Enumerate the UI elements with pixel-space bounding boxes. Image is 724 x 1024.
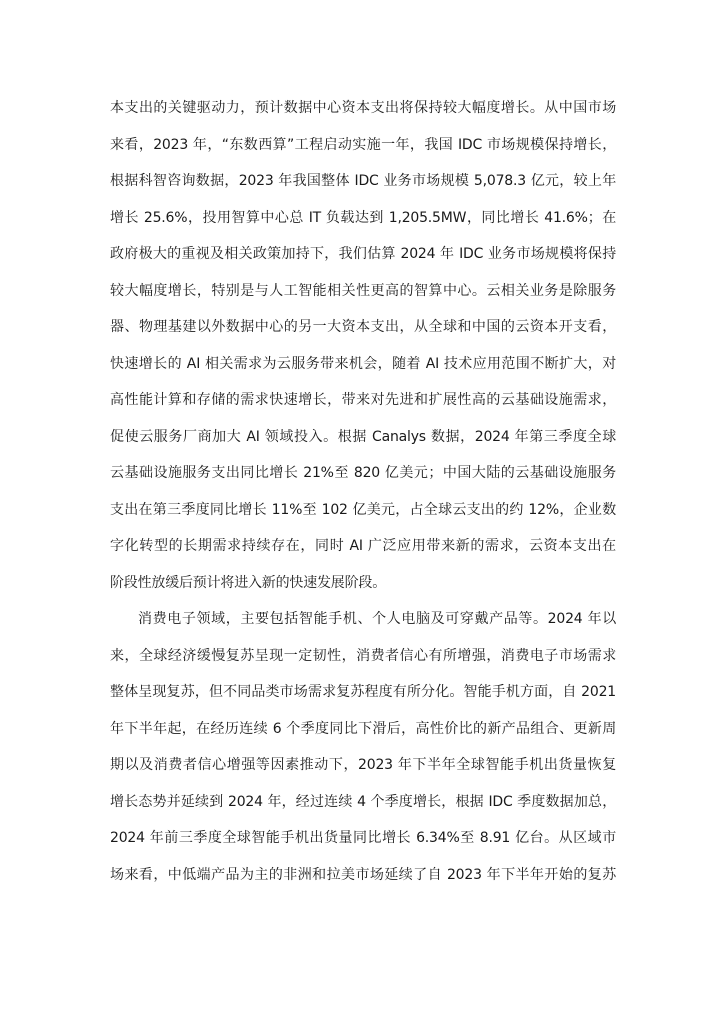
text-line: 字化转型的长期需求持续存在，同时 AI 广泛应用带来新的需求，云资本支出在 <box>110 538 616 554</box>
text-line: 云基础设施服务支出同比增长 21%至 820 亿美元；中国大陆的云基础设施服务 <box>110 465 616 481</box>
text-line: 期以及消费者信心增强等因素推动下，2023 年下半年全球智能手机出货量恢复 <box>110 757 616 773</box>
body-text <box>110 90 616 893</box>
paragraph-idc-cloud-spending <box>110 90 616 601</box>
text-line: 来看，2023 年，“东数西算”工程启动实施一年，我国 IDC 市场规模保持增长， <box>110 136 616 153</box>
text-line: 促使云服务厂商加大 AI 领域投入。根据 Canalys 数据，2024 年第三季度全球 <box>110 428 616 445</box>
text-line: 根据科智咨询数据，2023 年我国整体 IDC 业务市场规模 5,078.3 亿元，较上年 <box>110 173 616 189</box>
text-line: 整体呈现复苏，但不同品类市场需求复苏程度有所分化。智能手机方面，自 2021 <box>110 684 616 700</box>
text-line: 增长态势并延续到 2024 年，经过连续 4 个季度增长，根据 IDC 季度数据加总， <box>110 793 616 810</box>
text-line: 较大幅度增长，特别是与人工智能相关性更高的智算中心。云相关业务是除服务 <box>110 282 616 299</box>
text-line: 阶段性放缓后预计将进入新的快速发展阶段。 <box>110 574 386 591</box>
text-line: 支出在第三季度同比增长 11%至 102 亿美元，占全球云支出的约 12%，企业数 <box>110 501 616 518</box>
text-line: 高性能计算和存储的需求快速增长，带来对先进和扩展性高的云基础设施需求， <box>110 392 616 408</box>
text-line: 增长 25.6%，投用智算中心总 IT 负载达到 1,205.5MW，同比增长 41.6%；在 <box>110 209 616 226</box>
text-line: 消费电子领域，主要包括智能手机、个人电脑及可穿戴产品等。2024 年以 <box>138 611 616 627</box>
text-line: 本支出的关键驱动力，预计数据中心资本支出将保持较大幅度增长。从中国市场 <box>110 100 616 116</box>
text-line: 来，全球经济缓慢复苏呈现一定韧性，消费者信心有所增强，消费电子市场需求 <box>110 647 616 664</box>
text-line: 2024 年前三季度全球智能手机出货量同比增长 6.34%至 8.91 亿台。从区域市 <box>110 830 616 846</box>
text-line: 快速增长的 AI 相关需求为云服务带来机会，随着 AI 技术应用范围不断扩大，对 <box>110 355 616 372</box>
text-line: 场来看，中低端产品为主的非洲和拉美市场延续了自 2023 年下半年开始的复苏 <box>110 866 616 883</box>
paragraph-consumer-electronics <box>110 601 616 893</box>
text-line: 政府极大的重视及相关政策加持下，我们估算 2024 年 IDC 业务市场规模将保持 <box>110 246 616 262</box>
text-line: 器、物理基建以外数据中心的另一大资本支出，从全球和中国的云资本开支看， <box>110 319 616 335</box>
text-line: 年下半年起，在经历连续 6 个季度同比下滑后，高性价比的新产品组合、更新周 <box>110 720 616 737</box>
